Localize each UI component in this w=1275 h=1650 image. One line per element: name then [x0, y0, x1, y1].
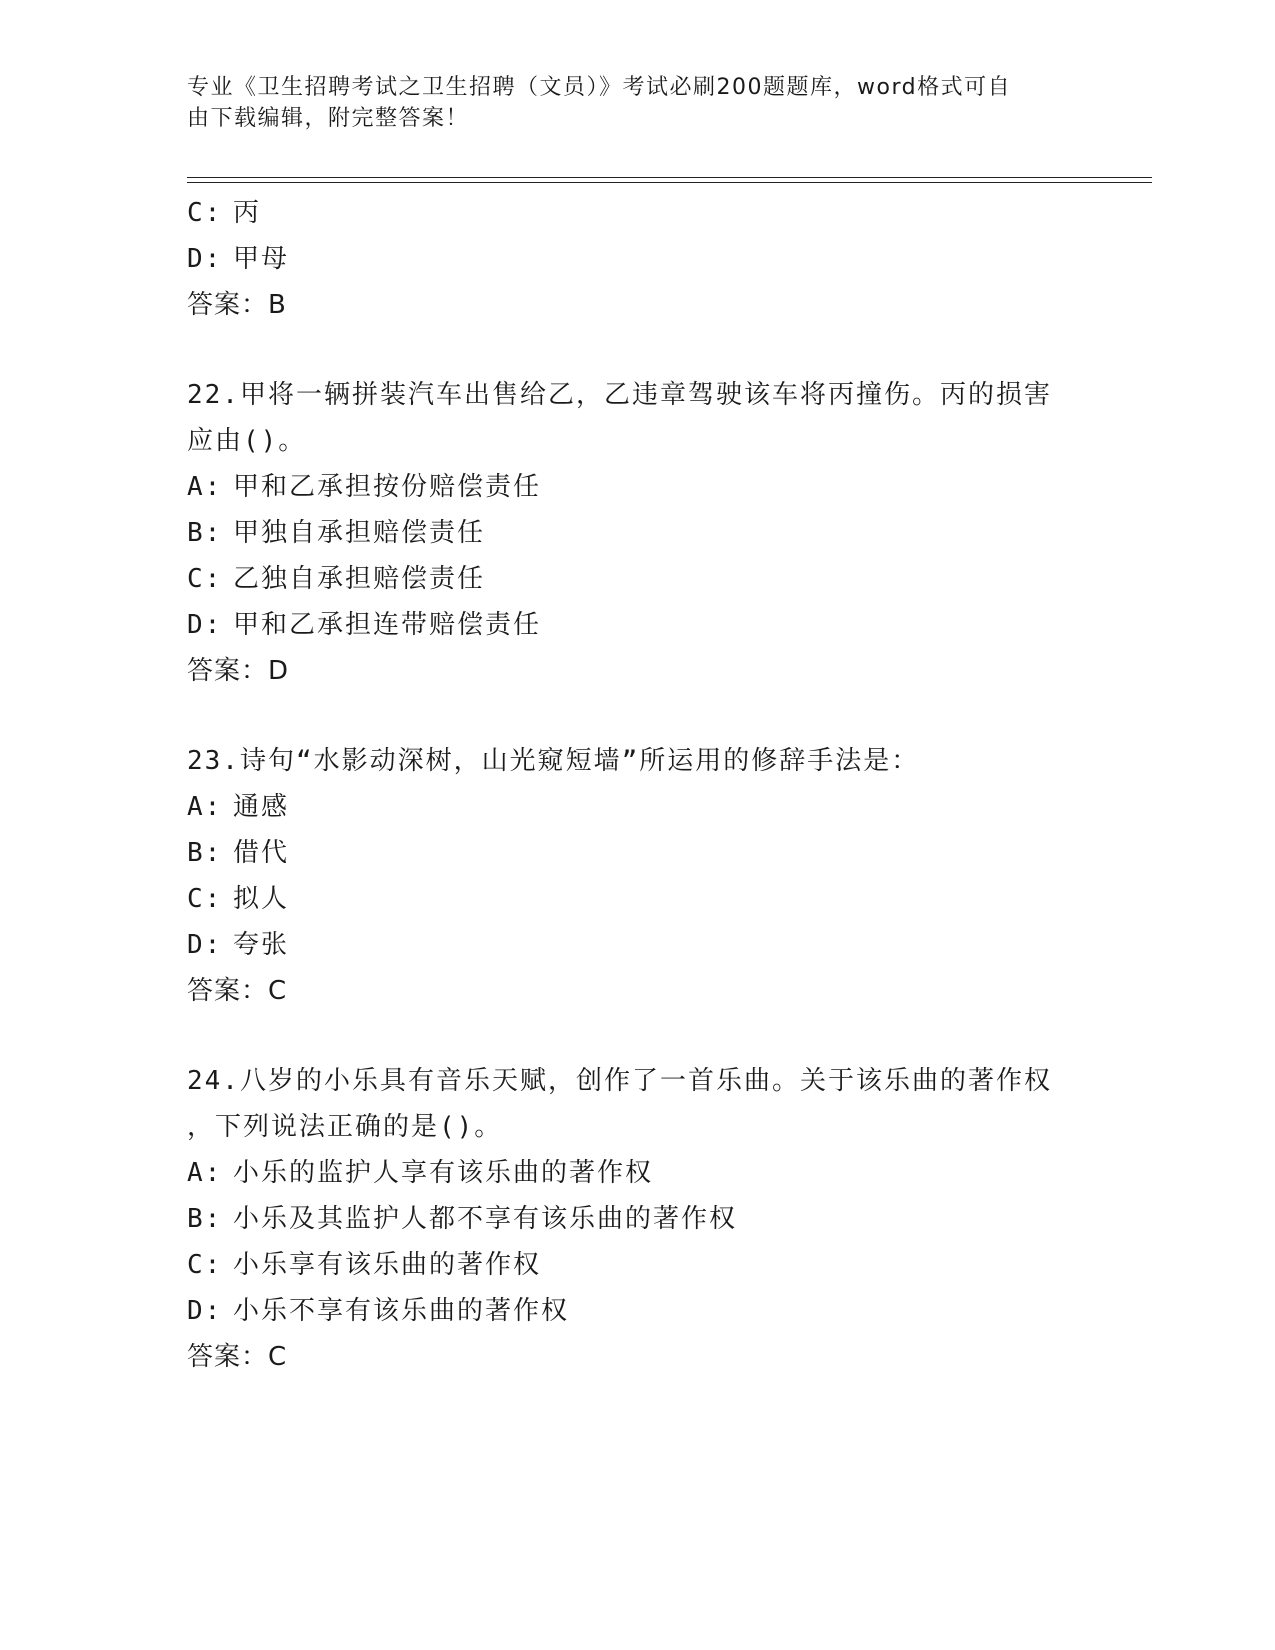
header-divider-top: [187, 177, 1152, 178]
option-text: 甲独自承担赔偿责任: [233, 518, 486, 548]
option-letter: D:: [187, 1296, 223, 1326]
option-text: 甲母: [233, 244, 290, 274]
option-line: [187, 922, 1087, 968]
option-line: [187, 510, 1087, 556]
option-text: 小乐及其监护人都不享有该乐曲的著作权: [233, 1204, 738, 1234]
option-line: [187, 464, 1087, 510]
answer-line: 答案：D: [187, 656, 290, 686]
option-text: 小乐享有该乐曲的著作权: [233, 1250, 542, 1280]
question-22: [187, 372, 1087, 694]
option-letter: C:: [187, 1250, 223, 1280]
option-letter: D:: [187, 244, 223, 274]
option-text: 小乐的监护人享有该乐曲的著作权: [233, 1158, 654, 1188]
question-stem: 应由()。: [187, 426, 307, 456]
option-line: [187, 876, 1087, 922]
answer-line: 答案：B: [187, 290, 287, 320]
option-line: [187, 556, 1087, 602]
option-letter: A:: [187, 472, 223, 502]
header-divider-bottom: [187, 182, 1152, 183]
option-line: [187, 236, 1087, 282]
question-stem: ，下列说法正确的是()。: [187, 1112, 503, 1142]
answer-line: 答案：C: [187, 976, 288, 1006]
option-letter: C:: [187, 198, 223, 228]
question-stem: 23.诗句“水影动深树，山光窥短墙”所运用的修辞手法是：: [187, 746, 920, 776]
question-stem: 24.八岁的小乐具有音乐天赋，创作了一首乐曲。关于该乐曲的著作权: [187, 1066, 1052, 1096]
option-text: 借代: [233, 838, 290, 868]
option-line: [187, 830, 1087, 876]
question-stem: 22.甲将一辆拼装汽车出售给乙，乙违章驾驶该车将丙撞伤。丙的损害: [187, 380, 1052, 410]
option-letter: D:: [187, 610, 223, 640]
option-line: [187, 784, 1087, 830]
question-23: [187, 738, 1087, 1014]
option-line: [187, 1288, 1087, 1334]
option-line: [187, 1242, 1087, 1288]
option-letter: B:: [187, 1204, 223, 1234]
question-content: [187, 190, 1087, 1380]
option-line: [187, 602, 1087, 648]
option-line: [187, 1150, 1087, 1196]
header-line-2: 由下载编辑，附完整答案！: [187, 106, 470, 131]
option-text: 甲和乙承担按份赔偿责任: [233, 472, 542, 502]
question-24: [187, 1058, 1087, 1380]
document-header: [187, 72, 1087, 134]
option-letter: A:: [187, 1158, 223, 1188]
option-letter: A:: [187, 792, 223, 822]
option-text: 乙独自承担赔偿责任: [233, 564, 486, 594]
option-letter: C:: [187, 564, 223, 594]
option-text: 丙: [233, 198, 262, 228]
option-text: 通感: [233, 792, 290, 822]
answer-line: 答案：C: [187, 1342, 288, 1372]
option-line: [187, 190, 1087, 236]
option-text: 夸张: [233, 930, 290, 960]
option-letter: B:: [187, 838, 223, 868]
option-line: [187, 1196, 1087, 1242]
option-text: 小乐不享有该乐曲的著作权: [233, 1296, 570, 1326]
option-text: 甲和乙承担连带赔偿责任: [233, 610, 542, 640]
header-line-1: 专业《卫生招聘考试之卫生招聘（文员）》考试必刷200题题库，word格式可自: [187, 75, 1012, 100]
option-letter: C:: [187, 884, 223, 914]
option-letter: D:: [187, 930, 223, 960]
option-letter: B:: [187, 518, 223, 548]
option-text: 拟人: [233, 884, 290, 914]
previous-question-tail: [187, 190, 1087, 328]
